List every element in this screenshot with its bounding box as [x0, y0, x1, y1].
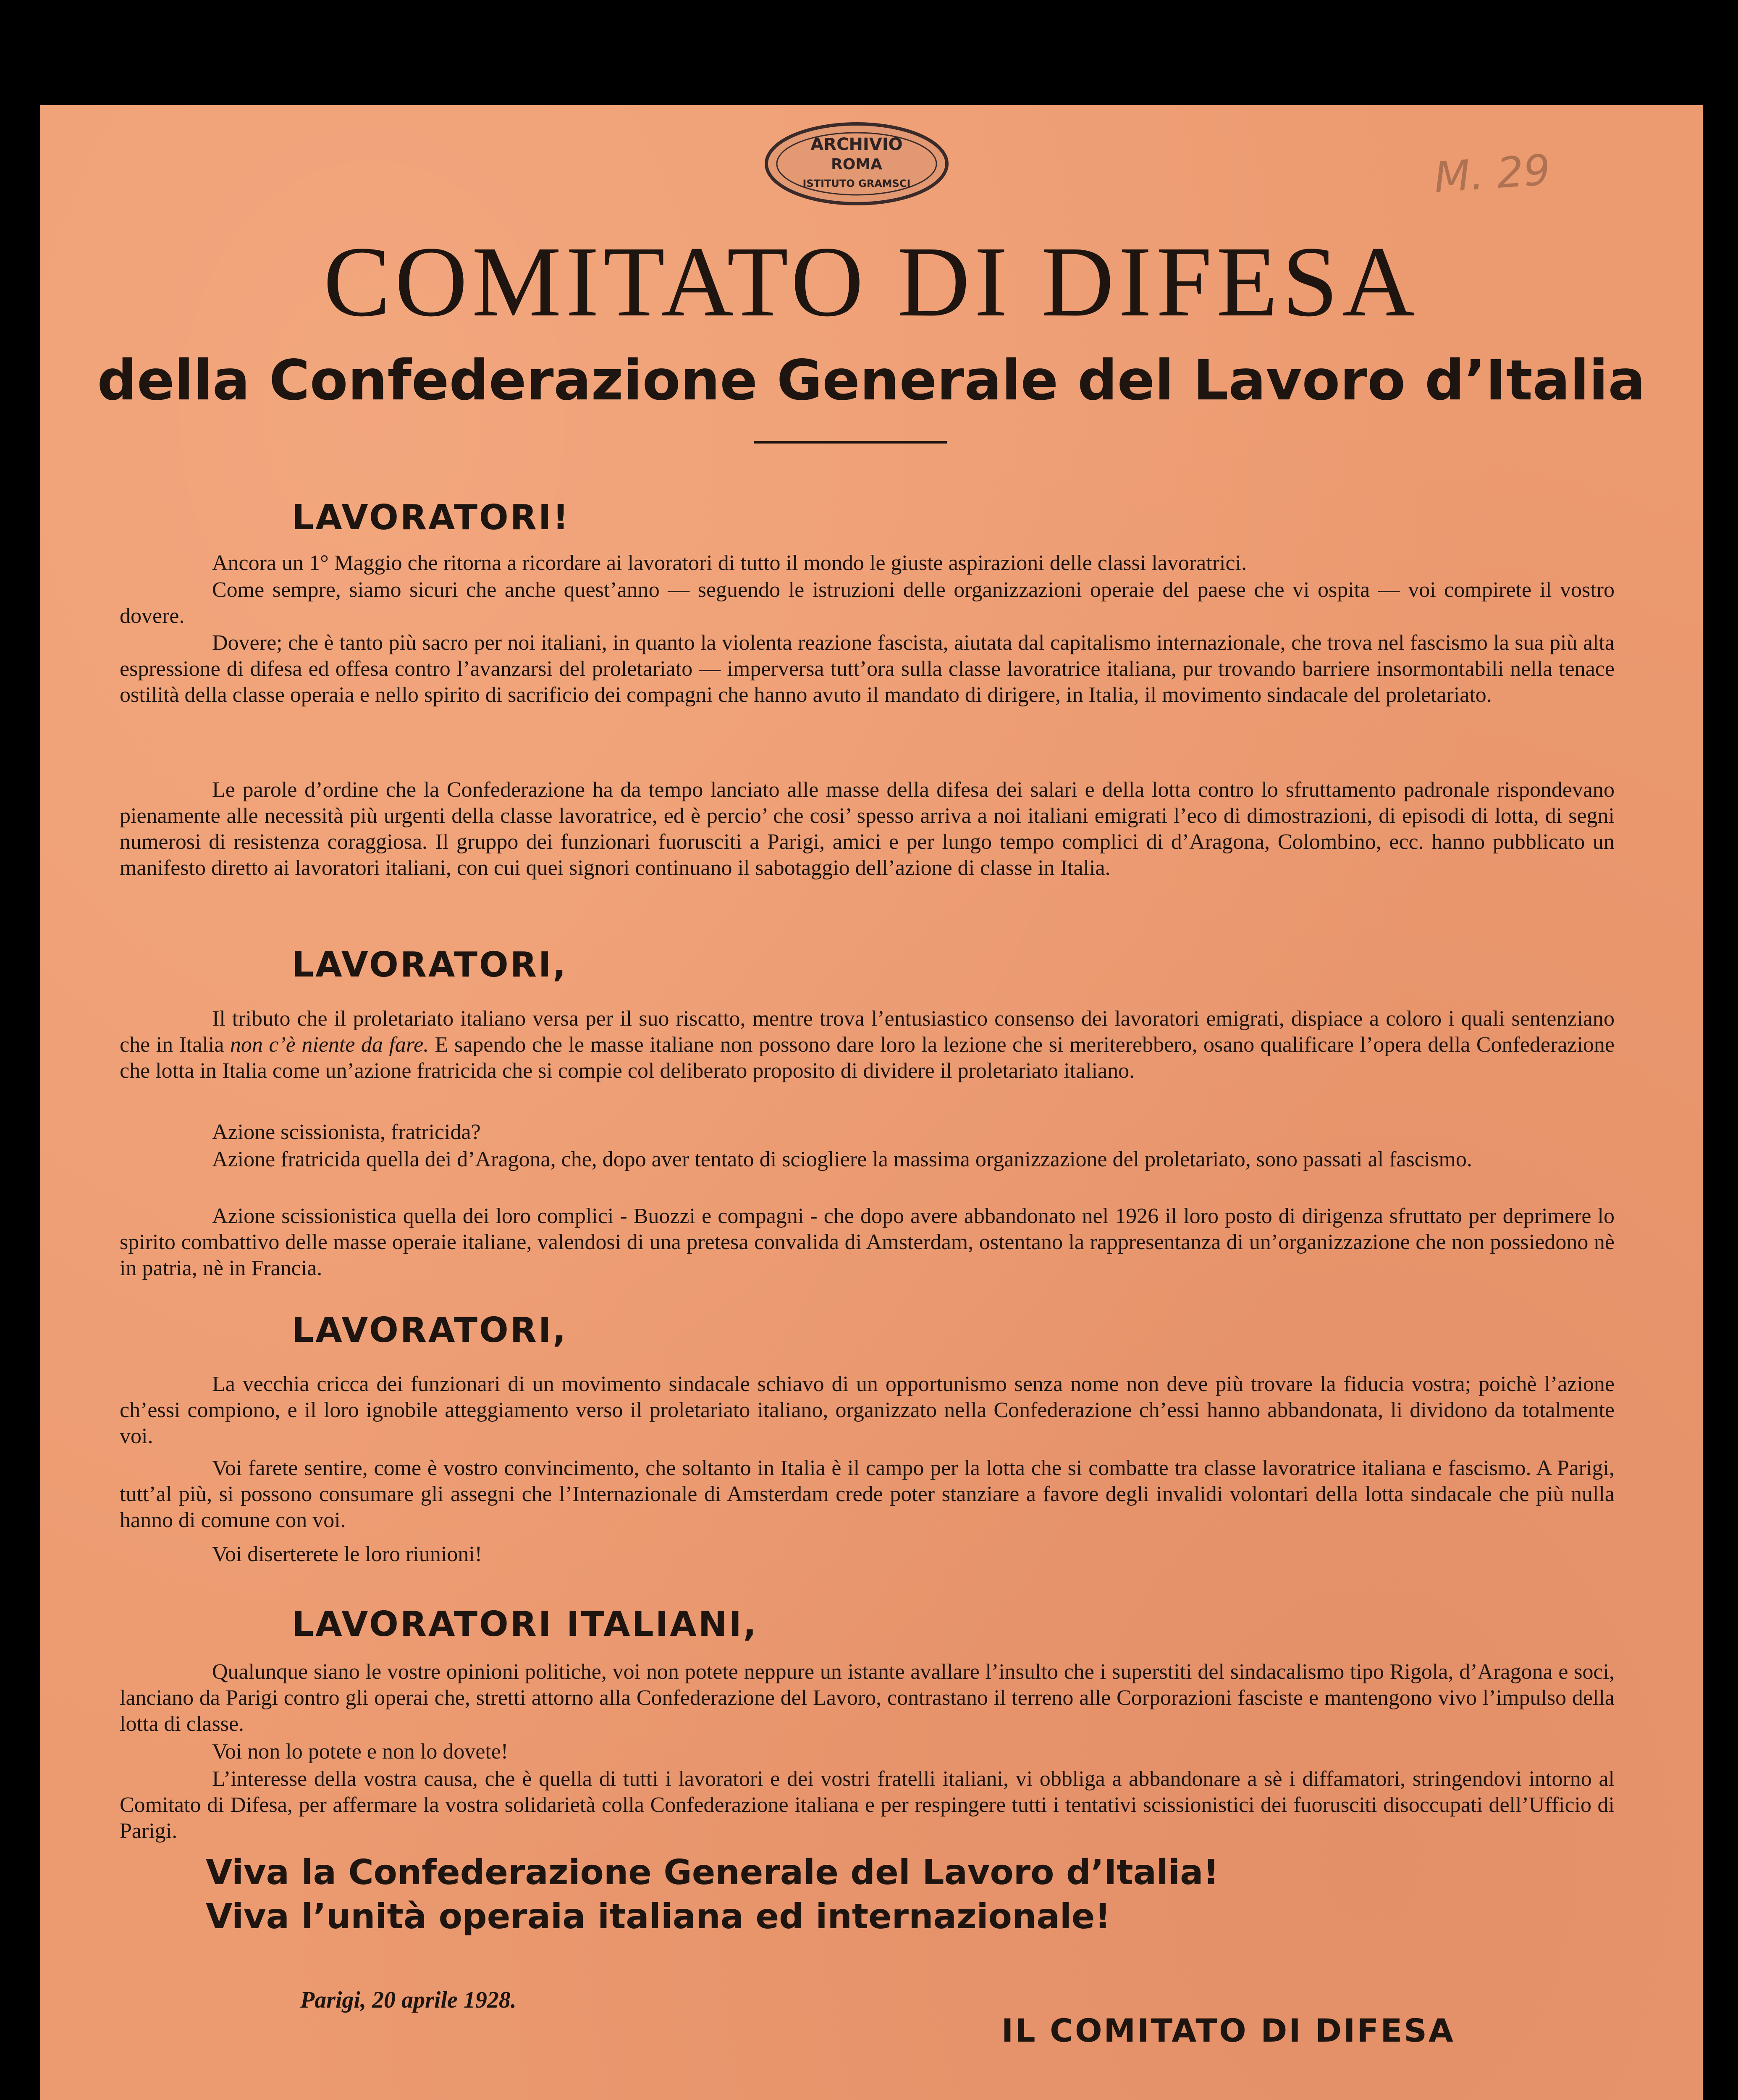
section-1-paragraph-1: Ancora un 1° Maggio che ritorna a ricordare ai lavoratori di tutto il mondo le giuste aspirazioni delle classi lavoratrici.	[212, 551, 1247, 575]
stamp-line-2: ROMA	[831, 156, 883, 173]
section-2-paragraph-3: Azione fratricida quella dei d’Aragona, che, dopo aver tentato di sciogliere la massima organizzazione del proletariato, sono passati al fascismo.	[212, 1147, 1472, 1171]
section-4-paragraph-1: Qualunque siano le vostre opinioni politiche, voi non potete neppure un istante avallare l’insulto che i superstiti del sindacalismo tipo Rigola, d’Aragona e soci, lanciano da Parigi contro gli operai che, stretti attorno alla Confederazione del Lavoro, contrastano il terreno alle Corporazioni fasciste e mantengono vivo l’impulso della lotta di classe.	[120, 1660, 1615, 1736]
dateline: Parigi, 20 aprile 1928.	[300, 1987, 516, 2013]
section-heading-2: LAVORATORI,	[292, 945, 568, 985]
section-3-paragraph-3: Voi diserterete le loro riunioni!	[212, 1542, 482, 1566]
section-2-paragraph-2: Azione scissionista, fratricida?	[212, 1120, 481, 1144]
page-subtitle: della Confederazione Generale del Lavoro d’Italia	[97, 348, 1646, 413]
section-1-paragraph-3: Dovere; che è tanto più sacro per noi italiani, in quanto la violenta reazione fascista, aiutata dal capitalismo internazionale, che trova nel fascismo la sua più alta espressione di difesa ed offesa contro l’avanzarsi del proletariato — imperversa tutt’ora sulla classe lavoratrice italiana, pur trovando barriere insormontabili nella tenace ostilità della classe operaia e nello spirito di sacrificio dei compagni che hanno avuto il mandato di dirigere, in Italia, il movimento sindacale del proletariato.	[120, 631, 1615, 707]
section-heading-1: LAVORATORI!	[292, 498, 570, 538]
stamp-seal-icon	[762, 120, 951, 208]
section-heading-3: LAVORATORI,	[292, 1310, 568, 1350]
stamp-line-1: ARCHIVIO	[810, 135, 903, 154]
section-1-paragraph-2: Come sempre, siamo sicuri che anche quest’anno — seguendo le istruzioni delle organizzazioni operaie del paese che vi ospita — voi compirete il vostro dovere.	[120, 578, 1615, 628]
closing-slogan-2: Viva l’unità operaia italiana ed internazionale!	[206, 1897, 1111, 1937]
section-heading-4: LAVORATORI ITALIANI,	[292, 1604, 758, 1644]
signature: IL COMITATO DI DIFESA	[1001, 2012, 1455, 2049]
section-2-text-b: E sapendo che le masse italiane non possono dare loro la lezione che si meriterebbero, osano qualificare l’opera della Confederazione che lotta in Italia come un’azione fratricida che si compie col deliberato proposito di dividere il proletariato italiano.	[120, 1033, 1615, 1083]
section-1-paragraph-4: Le parole d’ordine che la Confederazione ha da tempo lanciato alle masse della difesa dei salari e della lotta contro lo sfruttamento padronale rispondevano pienamente alle necessità più urgenti della classe lavoratrice, ed è percio’ che cosi’ spesso arriva a noi italiani emigrati l’eco di dimostrazioni, di episodi di lotta, di segni numerosi di resistenza coraggiosa. Il gruppo dei funzionari fuorusciti a Parigi, amici e per lungo tempo complici di d’Aragona, Colombino, ecc. hanno pubblicato un manifesto diretto ai lavoratori italiani, con cui quei signori continuano il sabotaggio dell’azione di classe in Italia.	[120, 778, 1615, 880]
section-4-paragraph-2: Voi non lo potete e non lo dovete!	[212, 1740, 509, 1764]
stamp-line-3: ISTITUTO GRAMSCI	[802, 178, 911, 189]
section-2-paragraph-4: Azione scissionistica quella dei loro complici - Buozzi e compagni - che dopo avere abbandonato nel 1926 il loro posto di dirigenza sfruttato per deprimere lo spirito combattivo delle masse operaie italiane, valendosi di una pretesa convalida di Amsterdam, ostentano la rappresentanza di un’organizzazione che non possiedono nè in patria, nè in Francia.	[120, 1204, 1615, 1280]
pencil-note: M. 29	[1432, 145, 1552, 202]
section-3-paragraph-2: Voi farete sentire, come è vostro convincimento, che soltanto in Italia è il campo per la lotta che si combatte tra classe lavoratrice italiana e fascismo. A Parigi, tutt’al più, si possono consumare gli assegni che l’Internazionale di Amsterdam crede poter stanziare a favore degli invalidi volontari della lotta sindacale che più nulla hanno di comune con voi.	[120, 1456, 1615, 1532]
closing-slogan-1: Viva la Confederazione Generale del Lavoro d’Italia!	[206, 1853, 1219, 1893]
page-title: COMITATO DI DIFESA	[323, 226, 1419, 337]
section-2-paragraph-1	[120, 1006, 1615, 1084]
section-3-paragraph-1: La vecchia cricca dei funzionari di un movimento sindacale schiavo di un opportunismo senza nome non deve più trovare la fiducia vostra; poichè l’azione ch’essi compiono, e il loro ignobile atteggiamento verso il proletariato italiano, organizzato nella Confederazione ch’essi hanno abbandonata, li dividono da totalmente voi.	[120, 1372, 1615, 1448]
poster-sheet	[40, 105, 1703, 2100]
archive-stamp	[762, 120, 951, 208]
title-divider	[754, 441, 947, 444]
section-4-paragraph-3: L’interesse della vostra causa, che è quella di tutti i lavoratori e dei vostri fratelli italiani, vi obbliga a abbandonare a sè i diffamatori, stringendovi intorno al Comitato di Difesa, per affermare la vostra solidarietà colla Confederazione italiana e per respingere tutti i tentativi scissionistici dei fuorusciti disoccupati dell’Ufficio di Parigi.	[120, 1767, 1615, 1843]
section-2-text-a: Il tributo che il proletariato italiano versa per il suo riscatto, mentre trova l’entusiastico consenso dei lavoratori emigrati, dispiace a coloro i quali sentenziano che in Italia	[120, 1007, 1615, 1057]
section-2-italic: non c’è niente da fare.	[230, 1033, 429, 1057]
